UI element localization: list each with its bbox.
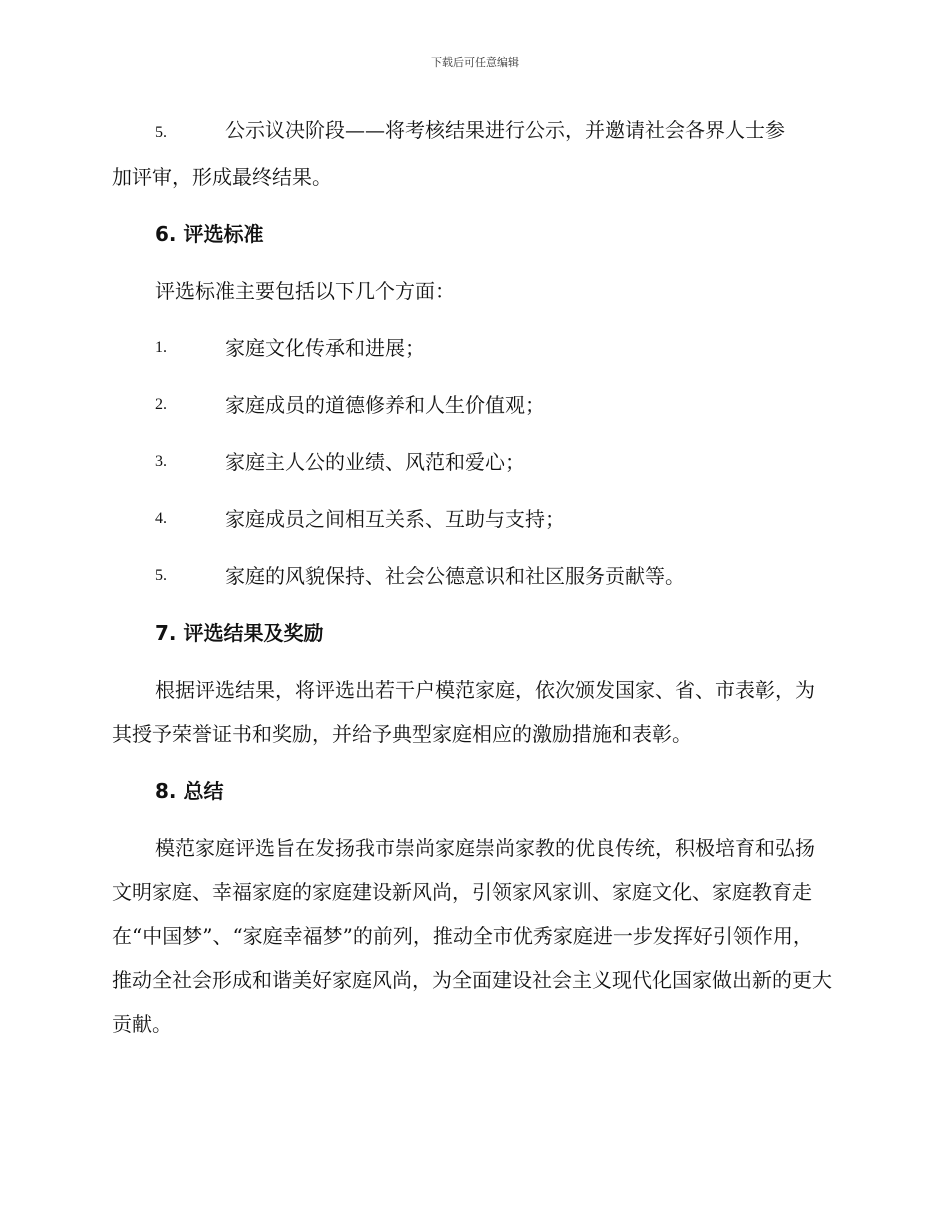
list-number: 5. <box>155 124 167 141</box>
section-heading-6: 6. 评选标准 <box>155 222 264 246</box>
criteria-item-1 <box>112 326 832 370</box>
list-item-5-stage <box>112 108 832 199</box>
list-number: 3. <box>155 453 167 470</box>
section-heading-7: 7. 评选结果及奖励 <box>155 621 324 645</box>
list-number: 1. <box>155 339 167 356</box>
list-number: 2. <box>155 396 167 413</box>
section-8-body: 模范家庭评选旨在发扬我市崇尚家庭崇尚家教的优良传统，积极培育和弘扬文明家庭、幸福家庭的家庭建设新风尚，引领家风家训、家庭文化、家庭教育走在“中国梦”、“家庭幸福梦”的前列，推动全市优秀家庭进一步发挥好引领作用，推动全社会形成和谐美好家庭风尚，为全面建设社会主义现代化国家做出新的更大贡献。 <box>112 836 832 1036</box>
list-text: 家庭成员的道德修养和人生价值观； <box>225 393 545 417</box>
page-header: 下载后可任意编辑 <box>431 56 519 69</box>
list-number: 5. <box>155 567 167 584</box>
list-number: 4. <box>155 510 167 527</box>
list-text-line1: 公示议决阶段——将考核结果进行公示，并邀请社会各界人士参 <box>225 118 785 142</box>
document-body <box>112 108 832 1059</box>
criteria-item-3 <box>112 440 832 484</box>
list-text-line2: 加评审，形成最终结果。 <box>112 165 332 189</box>
list-text: 家庭主人公的业绩、风范和爱心； <box>225 450 525 474</box>
criteria-item-2 <box>112 383 832 427</box>
list-text: 家庭成员之间相互关系、互助与支持； <box>225 507 565 531</box>
section-7-body: 根据评选结果，将评选出若干户模范家庭，依次颁发国家、省、市表彰，为其授予荣誉证书和奖励，并给予典型家庭相应的激励措施和表彰。 <box>112 678 815 746</box>
section-6-intro: 评选标准主要包括以下几个方面： <box>155 279 455 303</box>
section-heading-8: 8. 总结 <box>155 779 224 803</box>
list-text: 家庭文化传承和进展； <box>225 336 425 360</box>
criteria-item-4 <box>112 497 832 541</box>
criteria-item-5 <box>112 554 832 598</box>
list-text: 家庭的风貌保持、社会公德意识和社区服务贡献等。 <box>225 564 685 588</box>
